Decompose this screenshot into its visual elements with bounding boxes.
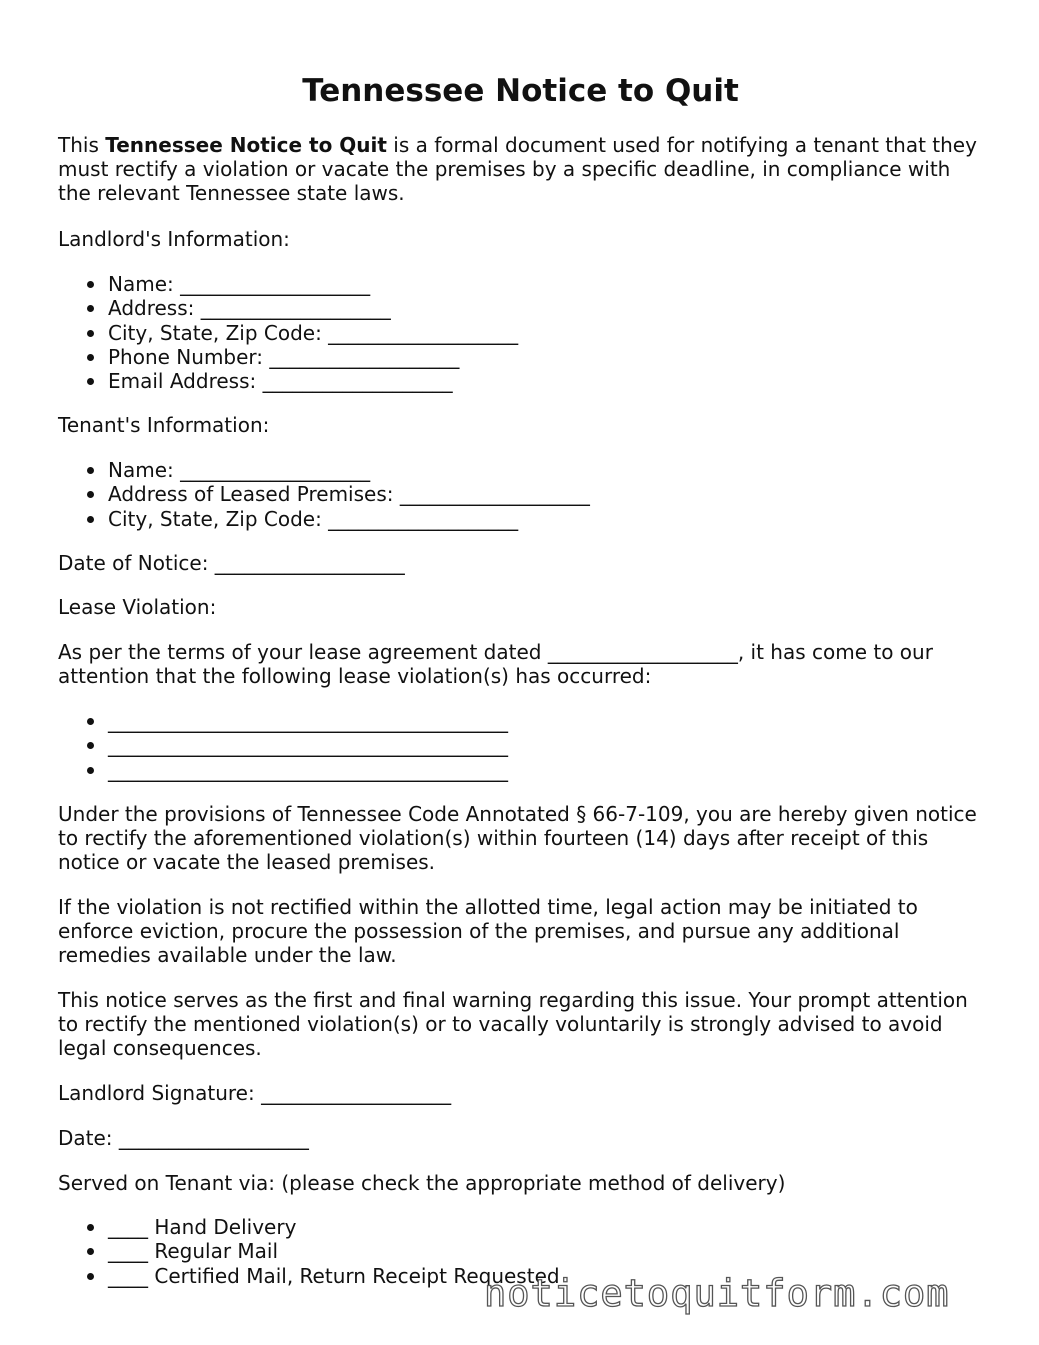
date-of-notice: Date of Notice: ___________________ [58,551,405,575]
warning-paragraph: This notice serves as the first and final warning regarding this issue. Your prompt attention to rectify the mentioned violation(s) or to vacally voluntarily is strongly advised to avoid legal consequences. [58,988,968,1060]
method-label: ____ Certified Mail, Return Receipt Requested [108,1263,560,1288]
tenant-city-field [58,507,988,531]
bullet-icon [87,742,94,749]
lease-violation-text: As per the terms of your lease agreement dated ___________________, it has come to our attention that the following lease violation(s) has occurred: [58,640,933,688]
legal-action-paragraph: If the violation is not rectified within the allotted time, legal action may be initiated to enforce eviction, procure the possession of the premises, and pursue any additional remedies available under the law. [58,895,918,967]
field-label: Email Address: ___________________ [108,369,453,394]
landlord-signature-line: Landlord Signature: ___________________ [58,1081,452,1105]
landlord-fields-list [58,272,988,393]
bullet-icon [87,281,94,288]
violation-line [58,709,988,733]
field-label: Address of Leased Premises: ___________________ [108,482,590,507]
violation-lines-list [58,709,988,782]
intro-paragraph [58,133,988,205]
field-label: Name: ___________________ [108,272,371,296]
bullet-icon [87,491,94,498]
violation-line [58,733,988,757]
landlord-city-field [58,321,988,345]
bullet-icon [87,1248,94,1255]
intro-prefix: This [58,133,106,157]
bullet-icon [87,467,94,474]
method-label: ____ Hand Delivery [108,1215,297,1239]
method-label: ____ Regular Mail [108,1239,279,1264]
blank-line: ________________________________________ [108,733,508,758]
tenant-address-field [58,482,988,506]
landlord-name-field [58,272,988,296]
provisions-paragraph: Under the provisions of Tennessee Code Annotated § 66-7-109, you are hereby given notice to rectify the aforementioned violation(s) within fourteen (14) days after receipt of this notice or vacate the leased premises. [58,802,977,874]
landlord-email-field [58,369,988,393]
field-label: Name: ___________________ [108,458,371,482]
landlord-address-field [58,296,988,320]
intro-suffix: is a formal document used for notifying a tenant that they must rectify a violation or vacate the premises by a specific deadline, in compliance with the relevant Tennessee state laws. [58,133,977,205]
site-watermark: noticetoquitform.com [484,1272,950,1315]
blank-line: ________________________________________ [108,757,508,782]
bullet-icon [87,516,94,523]
tenant-heading: Tenant's Information: [58,413,270,437]
field-label: Address: ___________________ [108,296,391,321]
blank-line: ________________________________________ [108,709,508,733]
delivery-method-hand [58,1215,988,1239]
field-label: City, State, Zip Code: ___________________ [108,320,519,345]
bullet-icon [87,305,94,312]
bullet-icon [87,718,94,725]
page-title: Tennessee Notice to Quit [302,73,739,109]
lease-violation-heading: Lease Violation: [58,595,217,619]
bullet-icon [87,1273,94,1280]
bullet-icon [87,354,94,361]
violation-line [58,758,988,782]
tenant-name-field [58,458,988,482]
intro-bold-title: Tennessee Notice to Quit [105,133,387,157]
landlord-phone-field [58,345,988,369]
landlord-heading: Landlord's Information: [58,227,290,251]
bullet-icon [87,1224,94,1231]
field-label: Phone Number: ___________________ [108,344,460,369]
bullet-icon [87,767,94,774]
bullet-icon [87,378,94,385]
field-label: City, State, Zip Code: ___________________ [108,506,519,531]
served-heading: Served on Tenant via: (please check the appropriate method of delivery) [58,1171,786,1195]
delivery-method-mail [58,1239,988,1263]
tenant-fields-list [58,458,988,531]
bullet-icon [87,330,94,337]
signature-date-line: Date: ___________________ [58,1126,309,1150]
